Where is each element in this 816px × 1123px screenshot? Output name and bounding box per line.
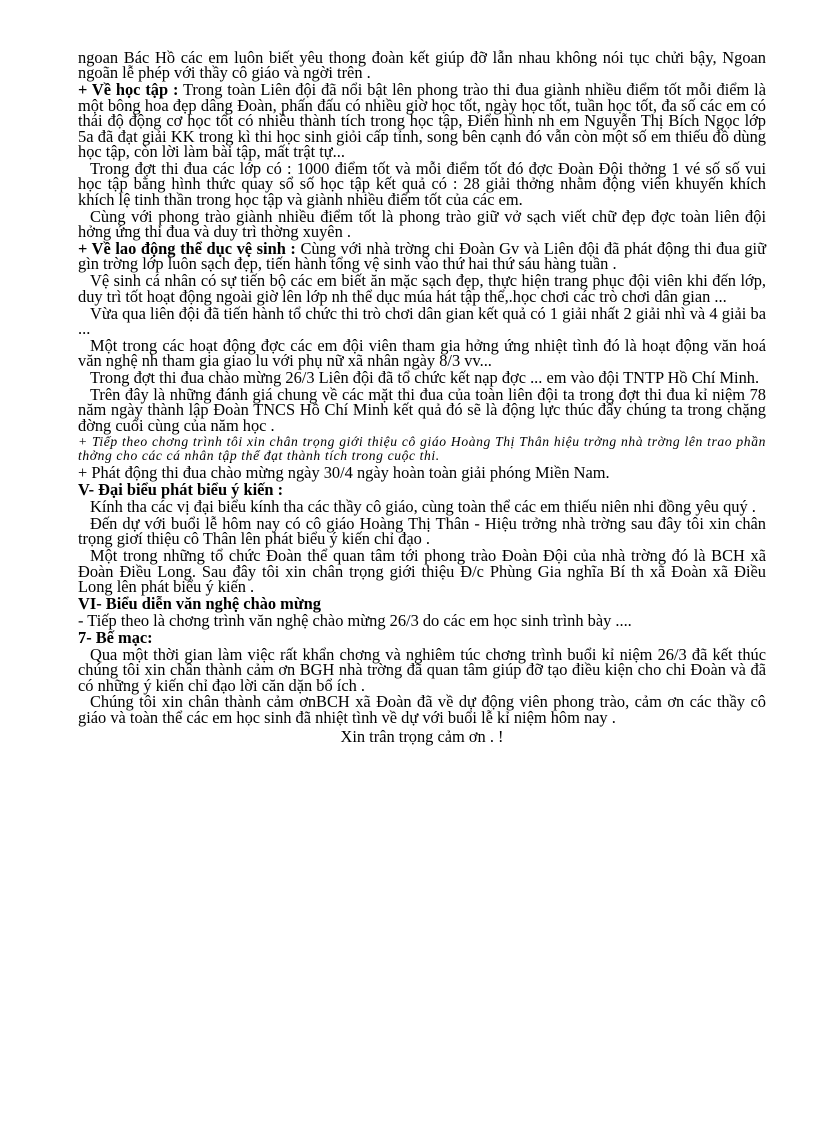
paragraph-hygiene: Vệ sinh cá nhân có sự tiến bộ các em biết ăn mặc sạch đẹp, thực hiện trang phục đội viên khi đến lớp, duy trì tốt hoạt động ngoài giờ lên lớp nh thể dục múa hát tập thể,.học chơi các trò chơi dân gian ... — [78, 271, 766, 306]
heading-section-7: 7- Bế mạc: — [78, 627, 153, 647]
labor-label: + Về lao động thể dục vệ sinh : — [78, 238, 296, 258]
document-page — [78, 50, 766, 746]
paragraph-greeting: Kính tha các vị đại biểu kính tha các thầy cô giáo, cùng toàn thể các em thiếu niên nhi đồng yêu quý . — [90, 497, 756, 517]
closing-line: Xin trân trọng cảm ơn . ! — [340, 727, 504, 747]
paragraph-intro: ngoan Bác Hồ các em luôn biết yêu thong đoàn kết giúp đỡ lẫn nhau không nói tục chửi bậy, Ngoan ngoãn lễ phép với thầy cô giáo và ngời trên . — [78, 48, 766, 83]
paragraph-handwriting: Cùng với phong trào giành nhiều điểm tốt là phong trào giữ vở sạch viết chữ đẹp đợc toàn liên đội hởng ứng thi đua và duy trì thờng xuyên . — [78, 206, 766, 241]
heading-section-6: VI- Biểu diễn văn nghệ chào mừng — [78, 594, 321, 613]
paragraph-final-thanks: Chúng tôi xin chân thành cảm ơnBCH xã Đoàn đã về dự động viên phong trào, cảm ơn các thầy cô giáo và toàn thể các em học sinh đã nhiệt tình về dự với buổi lễ kỉ niệm hôm nay . — [78, 692, 766, 727]
paragraph-commune-union: Một trong những tổ chức Đoàn thể quan tâm tới phong trào Đoàn Đội của nhà trờng đó là BCH xã Đoàn Điều Long. Sau đây tôi xin chân trọng giới thiệu Đ/c Phùng Gia nghĩa Bí th xã Đoàn xã Điều Long lên phát biểu ý kiến . — [78, 546, 766, 597]
study-label: + Về học tập : — [78, 80, 179, 100]
study-text: Trong toàn Liên đội đã nổi bật lên phong trào thi đua giành nhiều điểm tốt mỗi điểm là một bông hoa đẹp dâng Đoàn, phấn đấu có nhiều giờ học tốt, ngày học tốt, tuần học tốt, đa số các em có thái độ động cơ học tốt có nhiều thành tích trong học tập, Điển hình nh em Nguyễn Thị Bích Ngọc lớp 5a đã đạt giải KK trong kì thi học sinh giỏi cấp tỉnh, song bên cạnh đó vẫn còn một số em thiếu đồ dùng học tập, còn lời làm bài tập, mất trật tự... — [78, 80, 766, 161]
labor-text: Cùng với nhà trờng chi Đoàn Gv và Liên đội đã phát động thi đua giữ gìn trờng lớp luôn sạch đẹp, tiến hành tổng vệ sinh vào thứ hai thứ sáu hàng tuần . — [78, 238, 766, 274]
paragraph-points: Trong đợt thi đua các lớp có : 1000 điểm tốt và mỗi điểm tốt đó đợc Đoàn Đội thởng 1 vé số số vui học tập bằng hình thức quay sổ số học tập kết quả có : 28 giải thởng nhằm động viên khuyến khích khích lệ tinh thần trong học tập và giành nhiều điểm tốt của các em. — [78, 158, 766, 209]
paragraph-campaign: + Phát động thi đua chào mừng ngày 30/4 ngày hoàn toàn giải phóng Miền Nam. — [78, 463, 610, 483]
heading-section-5: V- Đại biểu phát biểu ý kiến : — [78, 480, 284, 500]
paragraph-labor — [78, 238, 766, 274]
paragraph-summary: Trên đây là những đánh giá chung về các mặt thi đua của toàn liên đội ta trong đợt thi đua kỉ niệm 78 năm ngày thành lập Đoàn TNCS Hồ Chí Minh kết quả đó sẽ là động lực thúc đẩy chúng ta trong chặng đờng cuối cùng của năm học . — [78, 385, 766, 435]
paragraph-closing-thanks: Qua một thời gian làm việc rất khẩn chơng và nghiêm túc chơng trình buổi kỉ niệm 26/3 đã kết thúc chúng tôi xin chân thành cảm ơn BGH nhà trờng đã quan tâm giúp đỡ tạo điều kiện cho chi Đoàn và đã có những ý kiến chỉ đạo lời căn dặn bổ ích . — [78, 644, 766, 695]
paragraph-folk-games: Vừa qua liên đội đã tiến hành tổ chức thi trò chơi dân gian kết quả có 1 giải nhất 2 giải nhì và 4 giải ba ... — [78, 303, 766, 338]
paragraph-performance: - Tiếp theo là chơng trình văn nghệ chào mừng 26/3 do các em học sinh trình bày .... — [78, 610, 632, 630]
paragraph-culture: Một trong các hoạt động đợc các em đội viên tham gia hởng ứng nhiệt tình đó là hoạt động văn hoá văn nghệ nh tham gia giao lu với phụ nữ xã nhân ngày 8/3 vv... — [78, 335, 766, 371]
paragraph-award-intro: + Tiếp theo chơng trình tôi xin chân trọng giới thiệu cô giáo Hoàng Thị Thân hiệu trởng nhà trờng lên trao phần thởng cho các cá nhân tập thể đạt thành tích trong cuộc thi. — [78, 433, 766, 464]
paragraph-principal: Đến dự với buổi lễ hôm nay có cô giáo Hoàng Thị Thân - Hiệu trởng nhà trờng sau đây tôi xin chân trọng giơí thiệu cô Thân lên phát biểu ý kiến chỉ đạo . — [78, 513, 766, 549]
paragraph-study — [78, 82, 766, 159]
paragraph-admission: Trong đợt thi đua chào mừng 26/3 Liên đội đã tổ chức kết nạp đợc ... em vào đội TNTP Hồ Chí Minh. — [90, 368, 760, 388]
